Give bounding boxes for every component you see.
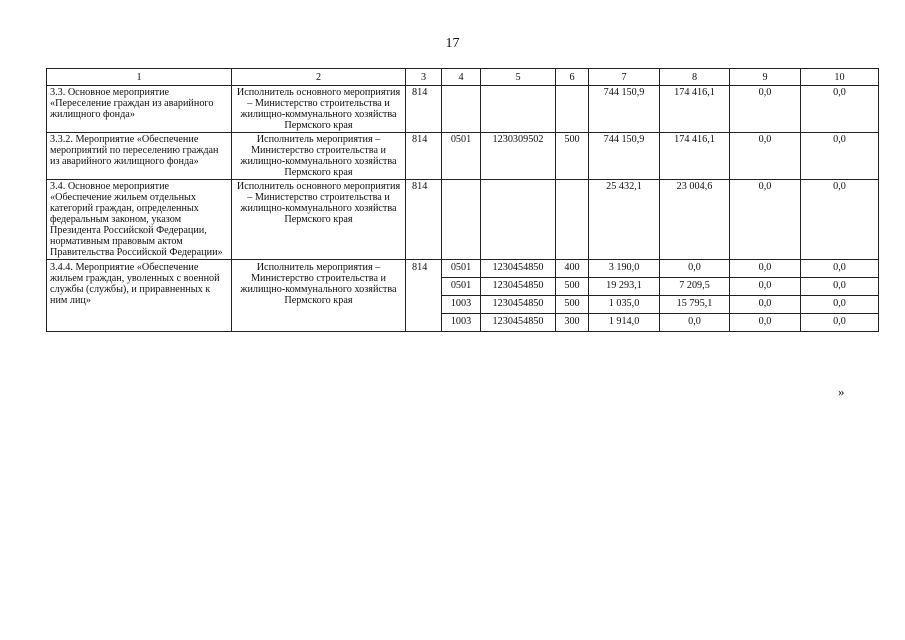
target-item-cell: 1230454850 xyxy=(481,314,556,332)
amount-cell: 0,0 xyxy=(730,314,801,332)
target-item-cell: 1230454850 xyxy=(481,278,556,296)
amount-cell: 0,0 xyxy=(730,296,801,314)
budget-table xyxy=(46,68,879,332)
header-cell: 6 xyxy=(556,69,589,86)
executor-cell: Исполнитель основного мероприятия – Министерство строительства и жилищно-коммунального хозяйства Пермского края xyxy=(232,86,406,133)
amount-cell: 0,0 xyxy=(660,260,730,278)
amount-cell: 0,0 xyxy=(801,260,879,278)
executor-cell: Исполнитель мероприятия – Министерство строительства и жилищно-коммунального хозяйства Пермского края xyxy=(232,133,406,180)
header-cell: 3 xyxy=(406,69,442,86)
section-code-cell: 0501 xyxy=(442,278,481,296)
section-code-cell: 0501 xyxy=(442,133,481,180)
header-cell: 10 xyxy=(801,69,879,86)
section-code-cell: 1003 xyxy=(442,296,481,314)
activity-name-cell: 3.3.2. Мероприятие «Обеспечение мероприятий по переселению граждан из аварийного жилищного фонда» xyxy=(47,133,232,180)
page-number: 17 xyxy=(445,36,460,51)
header-cell: 5 xyxy=(481,69,556,86)
admin-code-cell: 814 xyxy=(406,86,442,133)
amount-cell: 0,0 xyxy=(730,260,801,278)
target-item-cell: 1230454850 xyxy=(481,296,556,314)
expense-type-cell xyxy=(556,86,589,133)
header-cell: 1 xyxy=(47,69,232,86)
admin-code-cell: 814 xyxy=(406,180,442,260)
activity-name-cell: 3.3. Основное мероприятие «Переселение граждан из аварийного жилищного фонда» xyxy=(47,86,232,133)
header-cell: 2 xyxy=(232,69,406,86)
amount-cell: 7 209,5 xyxy=(660,278,730,296)
admin-code-cell: 814 xyxy=(406,260,442,332)
table-row xyxy=(47,133,879,180)
header-cell: 9 xyxy=(730,69,801,86)
expense-type-cell: 500 xyxy=(556,133,589,180)
amount-cell: 1 914,0 xyxy=(589,314,660,332)
expense-type-cell: 500 xyxy=(556,296,589,314)
amount-cell: 744 150,9 xyxy=(589,133,660,180)
executor-cell: Исполнитель основного мероприятия – Министерство строительства и жилищно-коммунального хозяйства Пермского края xyxy=(232,180,406,260)
amount-cell: 0,0 xyxy=(730,133,801,180)
section-code-cell xyxy=(442,180,481,260)
header-cell: 8 xyxy=(660,69,730,86)
amount-cell: 0,0 xyxy=(730,180,801,260)
amount-cell: 0,0 xyxy=(801,314,879,332)
amount-cell: 3 190,0 xyxy=(589,260,660,278)
executor-cell: Исполнитель мероприятия – Министерство строительства и жилищно-коммунального хозяйства Пермского края xyxy=(232,260,406,332)
activity-name-cell: 3.4. Основное мероприятие «Обеспечение жильем отдельных категорий граждан, определенных федеральным законом, указом Президента Российской Федерации, нормативным правовым актом Правительства Российской Федерации» xyxy=(47,180,232,260)
table-row xyxy=(47,180,879,260)
amount-cell: 744 150,9 xyxy=(589,86,660,133)
section-code-cell: 0501 xyxy=(442,260,481,278)
amount-cell: 1 035,0 xyxy=(589,296,660,314)
table-row xyxy=(47,260,879,278)
amount-cell: 25 432,1 xyxy=(589,180,660,260)
header-cell: 4 xyxy=(442,69,481,86)
target-item-cell xyxy=(481,86,556,133)
amount-cell: 15 795,1 xyxy=(660,296,730,314)
amount-cell: 0,0 xyxy=(660,314,730,332)
closing-quote-mark: » xyxy=(838,384,845,399)
section-code-cell: 1003 xyxy=(442,314,481,332)
expense-type-cell xyxy=(556,180,589,260)
target-item-cell xyxy=(481,180,556,260)
header-row xyxy=(47,69,879,86)
amount-cell: 0,0 xyxy=(801,296,879,314)
amount-cell: 19 293,1 xyxy=(589,278,660,296)
amount-cell: 0,0 xyxy=(730,278,801,296)
amount-cell: 23 004,6 xyxy=(660,180,730,260)
section-code-cell xyxy=(442,86,481,133)
amount-cell: 0,0 xyxy=(801,278,879,296)
amount-cell: 174 416,1 xyxy=(660,86,730,133)
header-cell: 7 xyxy=(589,69,660,86)
admin-code-cell: 814 xyxy=(406,133,442,180)
expense-type-cell: 300 xyxy=(556,314,589,332)
amount-cell: 0,0 xyxy=(801,133,879,180)
table-row xyxy=(47,86,879,133)
amount-cell: 174 416,1 xyxy=(660,133,730,180)
activity-name-cell: 3.4.4. Мероприятие «Обеспечение жильем граждан, уволенных с военной службы (службы), и приравненных к ним лиц» xyxy=(47,260,232,332)
expense-type-cell: 400 xyxy=(556,260,589,278)
amount-cell: 0,0 xyxy=(730,86,801,133)
expense-type-cell: 500 xyxy=(556,278,589,296)
target-item-cell: 1230309502 xyxy=(481,133,556,180)
target-item-cell: 1230454850 xyxy=(481,260,556,278)
amount-cell: 0,0 xyxy=(801,86,879,133)
amount-cell: 0,0 xyxy=(801,180,879,260)
